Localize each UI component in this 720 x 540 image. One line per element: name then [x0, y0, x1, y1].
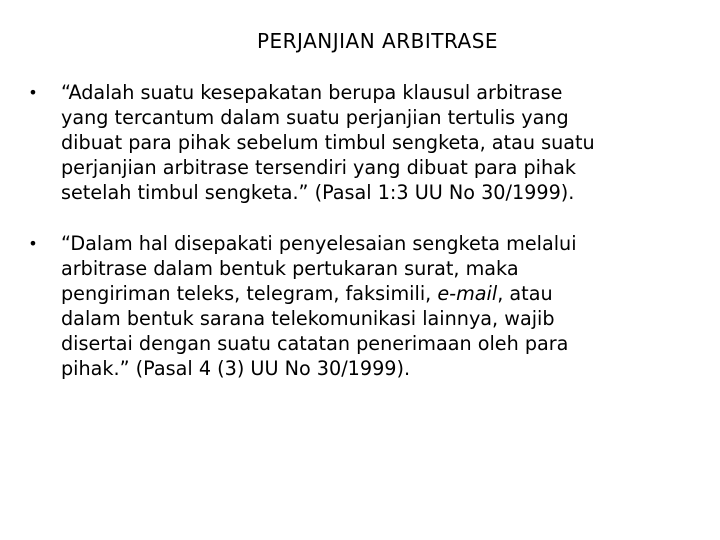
bullet-item-2: [26, 231, 686, 381]
bullet-2-line-6: pihak.” (Pasal 4 (3) UU No 30/1999).: [61, 357, 411, 380]
slide-title: PERJANJIAN ARBITRASE: [256, 29, 499, 53]
bullet-2-line-3-head: pengiriman teleks, telegram, faksimili,: [61, 282, 438, 305]
bullet-1-line-1: “Adalah suatu kesepakatan berupa klausul arbitrase: [61, 81, 563, 104]
bullet-2-line-2: arbitrase dalam bentuk pertukaran surat, maka: [61, 257, 519, 280]
bullet-1-line-3: dibuat para pihak sebelum timbul sengketa, atau suatu: [61, 131, 595, 154]
bullet-2-line-5: disertai dengan suatu catatan penerimaan oleh para: [61, 332, 569, 355]
bullet-2-line-1: “Dalam hal disepakati penyelesaian sengketa melalui: [61, 232, 577, 255]
bullet-item-1: [26, 80, 686, 205]
bullet-dot-icon: •: [28, 234, 38, 253]
bullet-dot-icon: •: [28, 83, 38, 102]
emphasis-term: e-mail: [437, 282, 498, 305]
bullet-1-line-5: setelah timbul sengketa.” (Pasal 1:3 UU No 30/1999).: [61, 181, 575, 204]
bullet-2-line-4: dalam bentuk sarana telekomunikasi lainnya, wajib: [61, 307, 555, 330]
bullet-1-line-2: yang tercantum dalam suatu perjanjian tertulis yang: [61, 106, 569, 129]
bullet-1-line-4: perjanjian arbitrase tersendiri yang dibuat para pihak: [61, 156, 577, 179]
bullet-2-line-3-tail: , atau: [497, 282, 553, 305]
bullet-2-line-3: [61, 281, 686, 306]
bullet-list: [26, 80, 686, 381]
